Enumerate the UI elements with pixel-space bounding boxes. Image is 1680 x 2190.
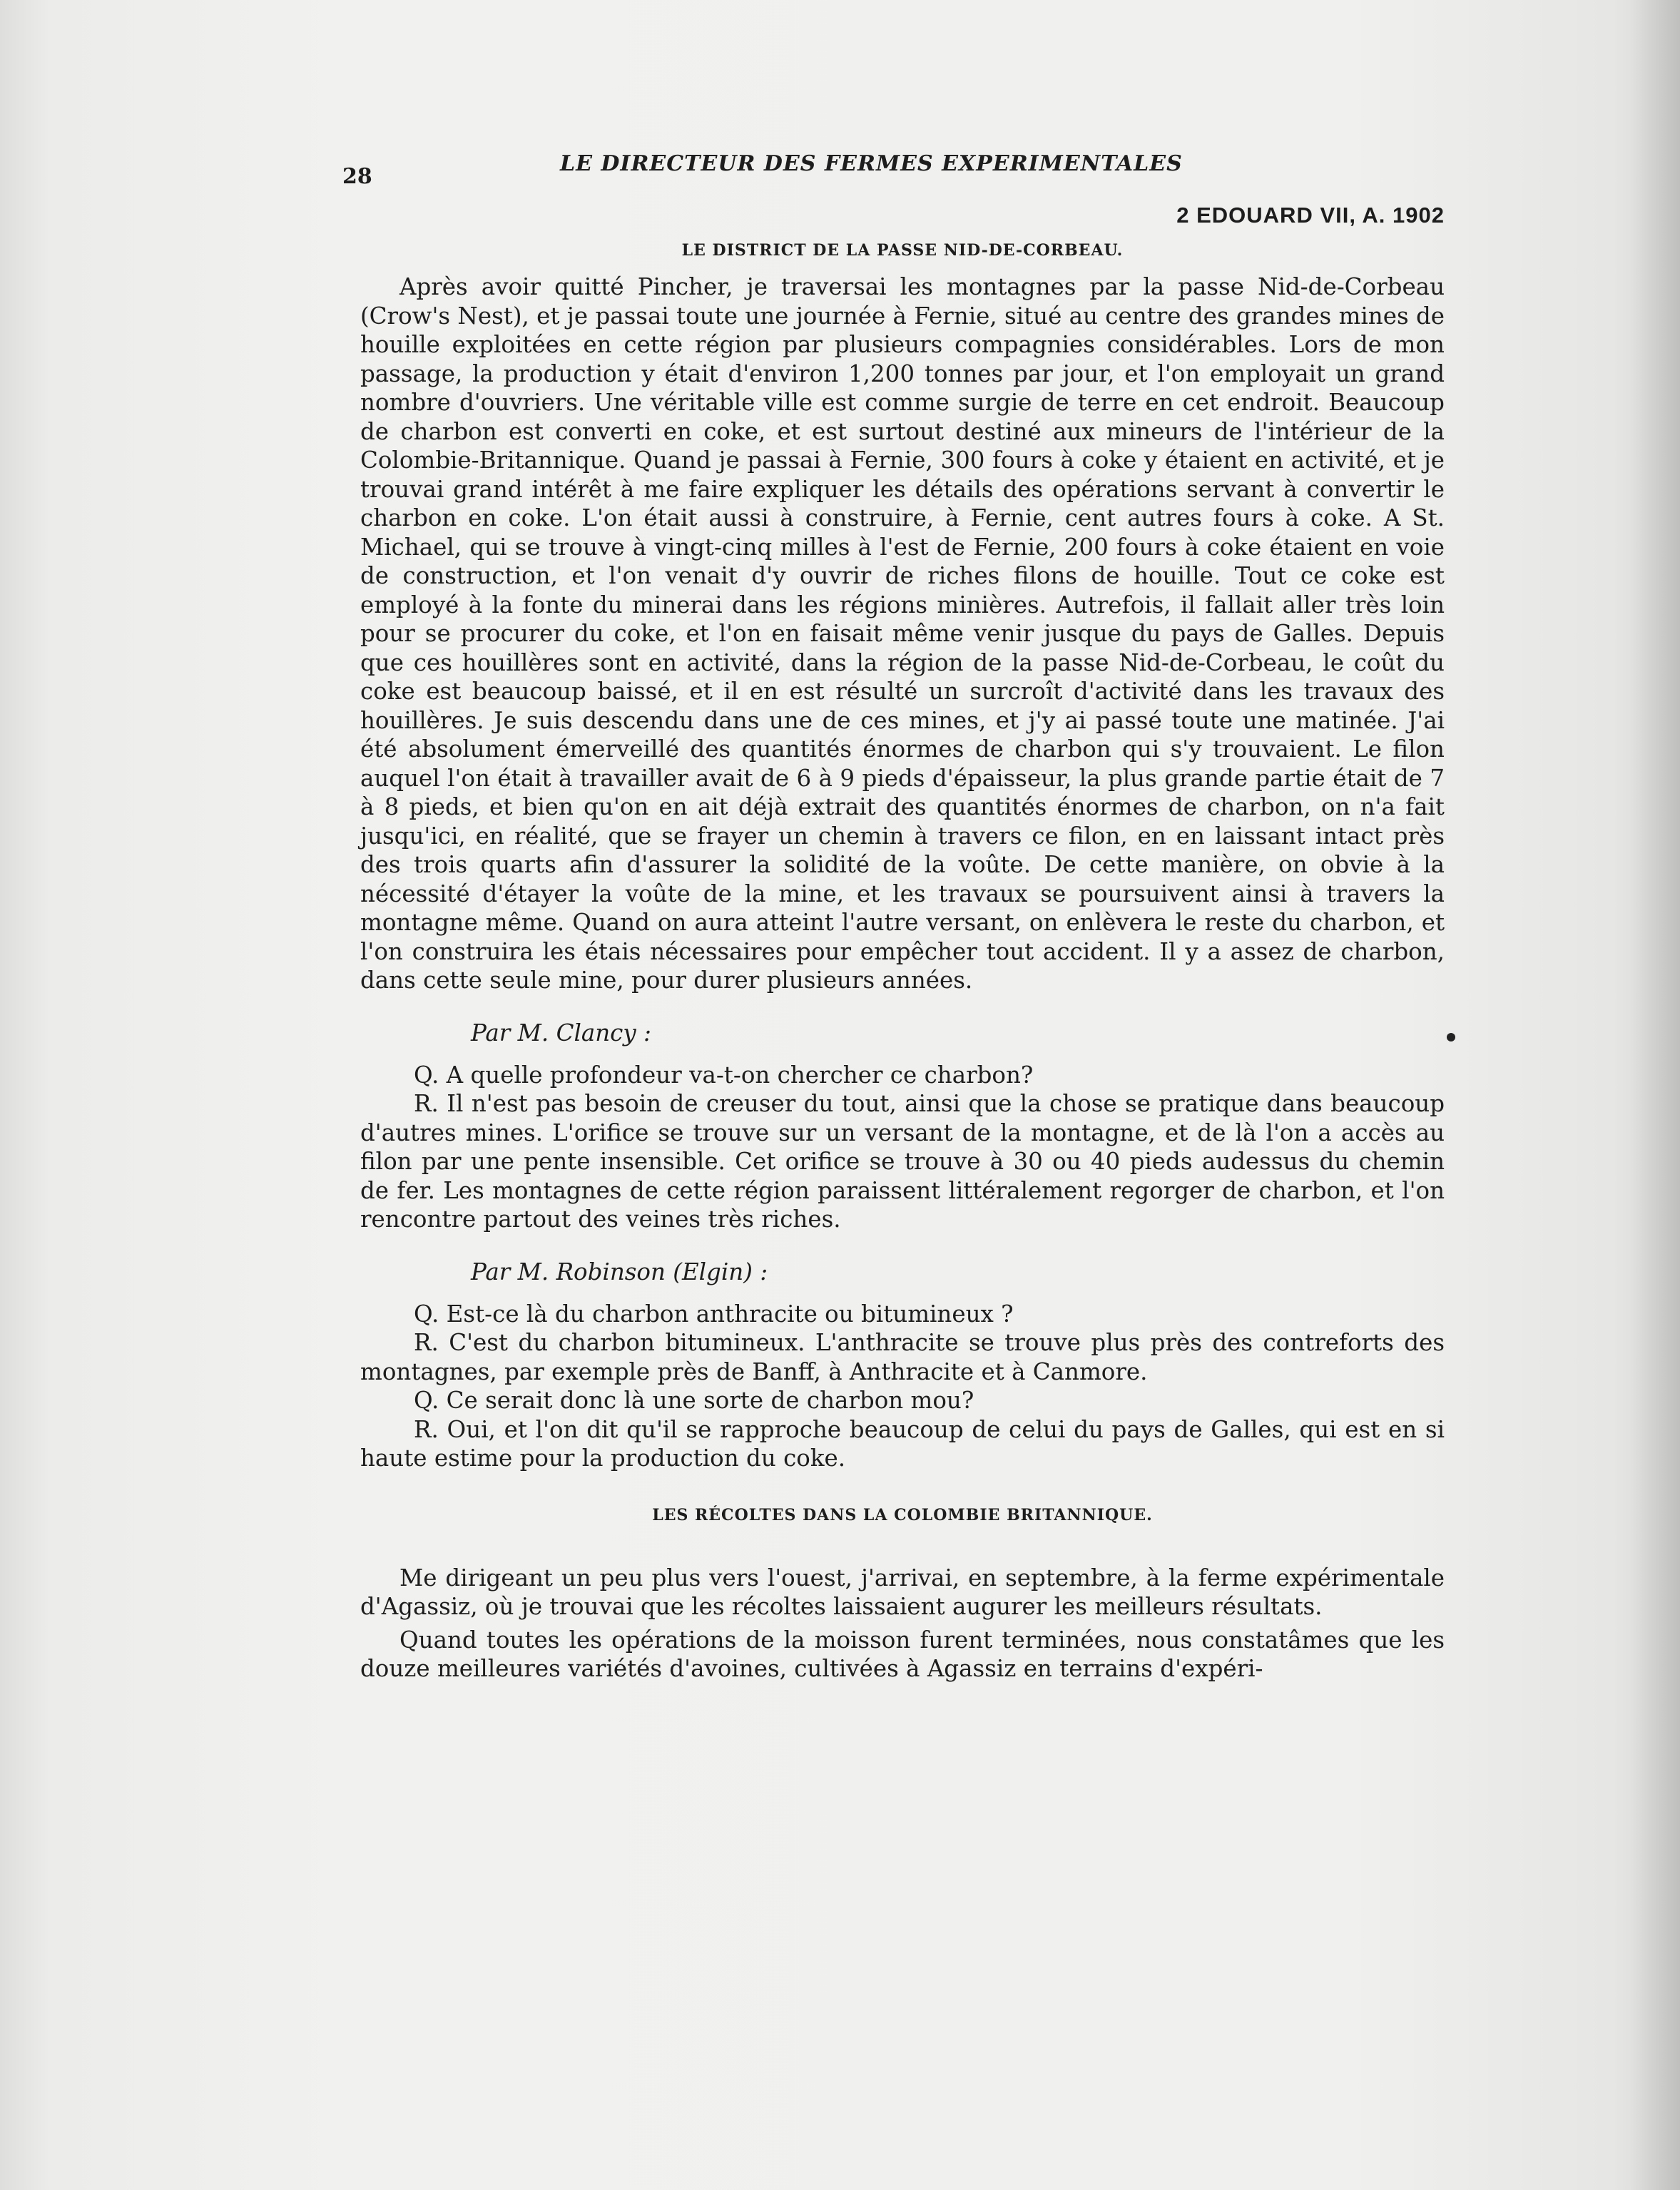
question-line: Q. Est-ce là du charbon anthracite ou bitumineux ? (414, 1300, 1014, 1328)
answer-line: R. Il n'est pas besoin de creuser du tout, ainsi que la chose se pratique dans beaucoup d'autres mines. L'orifice se trouve sur un versant de la montagne, et de là l'on a accès au filon par une pente insensible. Cet orifice se trouve à 30 ou 40 pieds audessus du chemin de fer. Les montagnes de cette région paraissent littéralement regorger de charbon, et l'on rencontre partout des veines très riches. (360, 1090, 1445, 1233)
document-page (342, 143, 1445, 1684)
speaker-label: Par M. Robinson (Elgin) : (471, 1258, 768, 1285)
session-label: 2 EDOUARD VII, A. 1902 (1176, 203, 1445, 228)
answer-line: R. Oui, et l'on dit qu'il se rapproche beaucoup de celui du pays de Galles, qui est en si haute estime pour la production du coke. (360, 1415, 1445, 1472)
section-heading: LES RÉCOLTES DANS LA COLOMBIE BRITANNIQUE. (652, 1505, 1153, 1524)
body-paragraph: Me dirigeant un peu plus vers l'ouest, j'arrivai, en septembre, à la ferme expérimentale d'Agassiz, où je trouvai que les récoltes laissaient augurer les meilleurs résultats. (360, 1564, 1445, 1620)
question-line: Q. A quelle profondeur va-t-on chercher ce charbon? (414, 1061, 1034, 1089)
binding-shadow (1630, 0, 1680, 2190)
body-paragraph: Après avoir quitté Pincher, je traversai les montagnes par la passe Nid-de-Corbeau (Crow's Nest), et je passai toute une journée à Fernie, situé au centre des grandes mines de houille exploitées en cette région par plusieurs compagnies considérables. Lors de mon passage, la production y était d'environ 1,200 tonnes par jour, et l'on employait un grand nombre d'ouvriers. Une véritable ville est comme surgie de terre en cet endroit. Beaucoup de charbon est converti en coke, et est surtout destiné aux mineurs de l'intérieur de la Colombie-Britannique. Quand je passai à Fernie, 300 fours à coke y étaient en activité, et je trouvai grand intérêt à me faire expliquer les détails des opérations servant à convertir le charbon en coke. L'on était aussi à construire, à Fernie, cent autres fours à coke. A St. Michael, qui se trouve à vingt-cinq milles à l'est de Fernie, 200 fours à coke étaient en voie de construction, et l'on venait d'y ouvrir de riches filons de houille. Tout ce coke est employé à la fonte du minerai dans les régions minières. Autrefois, il fallait aller très loin pour se procurer du coke, et l'on en faisait même venir jusque du pays de Galles. Depuis que ces houillères sont en activité, dans la région de la passe Nid-de-Corbeau, le coût du coke est beaucoup baissé, et il en est résulté un surcroît d'activité dans les travaux des houillères. Je suis descendu dans une de ces mines, et j'y ai passé toute une matinée. J'ai été absolument émerveillé des quantités énormes de charbon qui s'y trouvaient. Le filon auquel l'on était à travailler avait de 6 à 9 pieds d'épaisseur, la plus grande partie était de 7 à 8 pieds, et bien qu'on en ait déjà extrait des quantités énormes de charbon, on n'a fait jusqu'ici, en réalité, que se frayer un chemin à travers ce filon, en en laissant intact près des trois quarts afin d'assurer la solidité de la voûte. De cette manière, on obvie à la nécessité d'étayer la voûte de la mine, et les travaux se poursuivent ainsi à travers la montagne même. Quand on aura atteint l'autre versant, on enlèvera le reste du charbon, et l'on construira les étais nécessaires pour empêcher tout accident. Il y a assez de charbon, dans cette seule mine, pour durer plusieurs années. (360, 273, 1445, 994)
body-paragraph: Quand toutes les opérations de la moisson furent terminées, nous constatâmes que les douze meilleures variétés d'avoines, cultivées à Agassiz en terrains d'expéri- (360, 1626, 1445, 1682)
ink-speck (1447, 1033, 1455, 1041)
section-heading: LE DISTRICT DE LA PASSE NID-DE-CORBEAU. (681, 241, 1124, 260)
page-number: 28 (342, 164, 372, 189)
running-title: LE DIRECTEUR DES FERMES EXPERIMENTALES (560, 151, 1183, 176)
speaker-label: Par M. Clancy : (471, 1019, 652, 1046)
question-line: Q. Ce serait donc là une sorte de charbon mou? (414, 1387, 974, 1414)
running-header (342, 143, 1445, 189)
answer-line: R. C'est du charbon bitumineux. L'anthracite se trouve plus près des contreforts des montagnes, par exemple près de Banff, à Anthracite et à Canmore. (360, 1329, 1445, 1385)
